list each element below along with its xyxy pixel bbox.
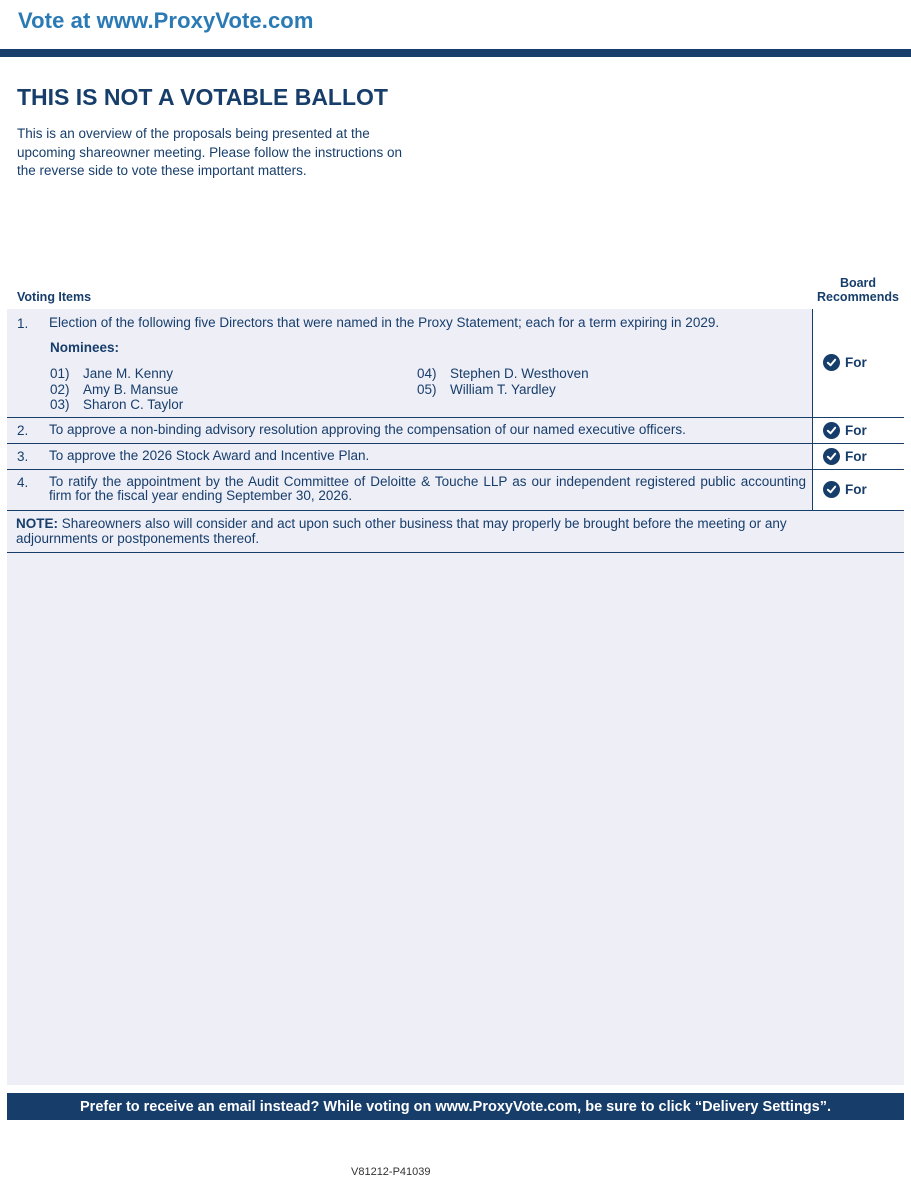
recommendation-cell	[812, 418, 905, 443]
intro-paragraph	[17, 125, 457, 181]
note-text: Shareowners also will consider and act upon such other business that may properly be brought before the meeting or any adjournments or postponements thereof.	[16, 516, 787, 546]
item-text: To approve the 2026 Stock Award and Incentive Plan.	[49, 448, 370, 463]
nominee-name: Jane M. Kenny	[83, 366, 174, 381]
intro-line: This is an overview of the proposals being presented at the	[17, 126, 370, 141]
recommendation	[823, 422, 867, 439]
note	[16, 516, 811, 546]
recommendation	[823, 481, 867, 498]
item-text: To approve a non-binding advisory resolution approving the compensation of our named executive officers.	[49, 422, 686, 437]
recommendation-cell	[812, 309, 905, 417]
voting-item-row	[7, 444, 904, 470]
item-text: To ratify the appointment by the Audit Committee of Deloitte & Touche LLP as our independent registered public accounting firm for the fiscal year ending September 30, 2026.	[49, 474, 806, 503]
nominee-item	[50, 397, 183, 412]
checkmark-icon	[823, 448, 840, 465]
nominee-number: 03)	[50, 397, 70, 412]
page-title: THIS IS NOT A VOTABLE BALLOT	[17, 84, 388, 110]
recommendation-cell	[812, 444, 905, 469]
intro-line: the reverse side to vote these important matters.	[17, 163, 307, 178]
nominee-number: 04)	[417, 366, 437, 381]
voting-items-header: Voting Items	[17, 290, 92, 304]
item-number: 3.	[17, 449, 29, 464]
voting-items-panel	[7, 309, 904, 1085]
nominee-name: Amy B. Mansue	[83, 382, 179, 397]
nominee-item	[417, 382, 556, 397]
recommendation-label: For	[845, 355, 867, 370]
checkmark-icon	[823, 422, 840, 439]
nominee-name: William T. Yardley	[450, 382, 556, 397]
recommendation	[823, 354, 867, 371]
nominee-name: Stephen D. Westhoven	[450, 366, 589, 381]
intro-line: upcoming shareowner meeting. Please follow the instructions on	[17, 144, 402, 160]
voting-item-row	[7, 309, 904, 418]
checkmark-icon	[823, 354, 840, 371]
nominee-item	[417, 366, 589, 381]
nominee-item	[50, 366, 173, 381]
item-number: 1.	[17, 316, 29, 331]
note-label: NOTE:	[16, 516, 58, 531]
item-text: Election of the following five Directors that were named in the Proxy Statement; each for a term expiring in 2029.	[49, 315, 720, 330]
nominee-number: 02)	[50, 382, 70, 397]
email-delivery-banner: Prefer to receive an email instead? While voting on www.ProxyVote.com, be sure to click “Delivery Settings”.	[7, 1093, 904, 1120]
recommendation-label: For	[845, 423, 867, 438]
nominees-label: Nominees:	[50, 340, 120, 355]
recommendation-label: For	[845, 449, 867, 464]
item-number: 2.	[17, 423, 29, 438]
recommendation-label: For	[845, 482, 867, 497]
recommendation	[823, 448, 867, 465]
recommendation-cell	[812, 470, 905, 510]
voting-item-row	[7, 470, 904, 511]
board-header-line: Recommends	[817, 290, 899, 304]
nominee-number: 01)	[50, 366, 70, 381]
nominee-item	[50, 382, 178, 397]
header-divider	[0, 49, 911, 57]
item-number: 4.	[17, 475, 29, 490]
document-code: V81212-P41039	[351, 1166, 431, 1178]
note-row	[7, 511, 904, 553]
board-header-line: Board	[839, 276, 877, 290]
board-recommends-header	[812, 276, 904, 304]
checkmark-icon	[823, 481, 840, 498]
nominee-name: Sharon C. Taylor	[83, 397, 184, 412]
proxyvote-link[interactable]: Vote at www.ProxyVote.com	[18, 8, 314, 33]
nominee-number: 05)	[417, 382, 437, 397]
voting-item-row	[7, 418, 904, 444]
